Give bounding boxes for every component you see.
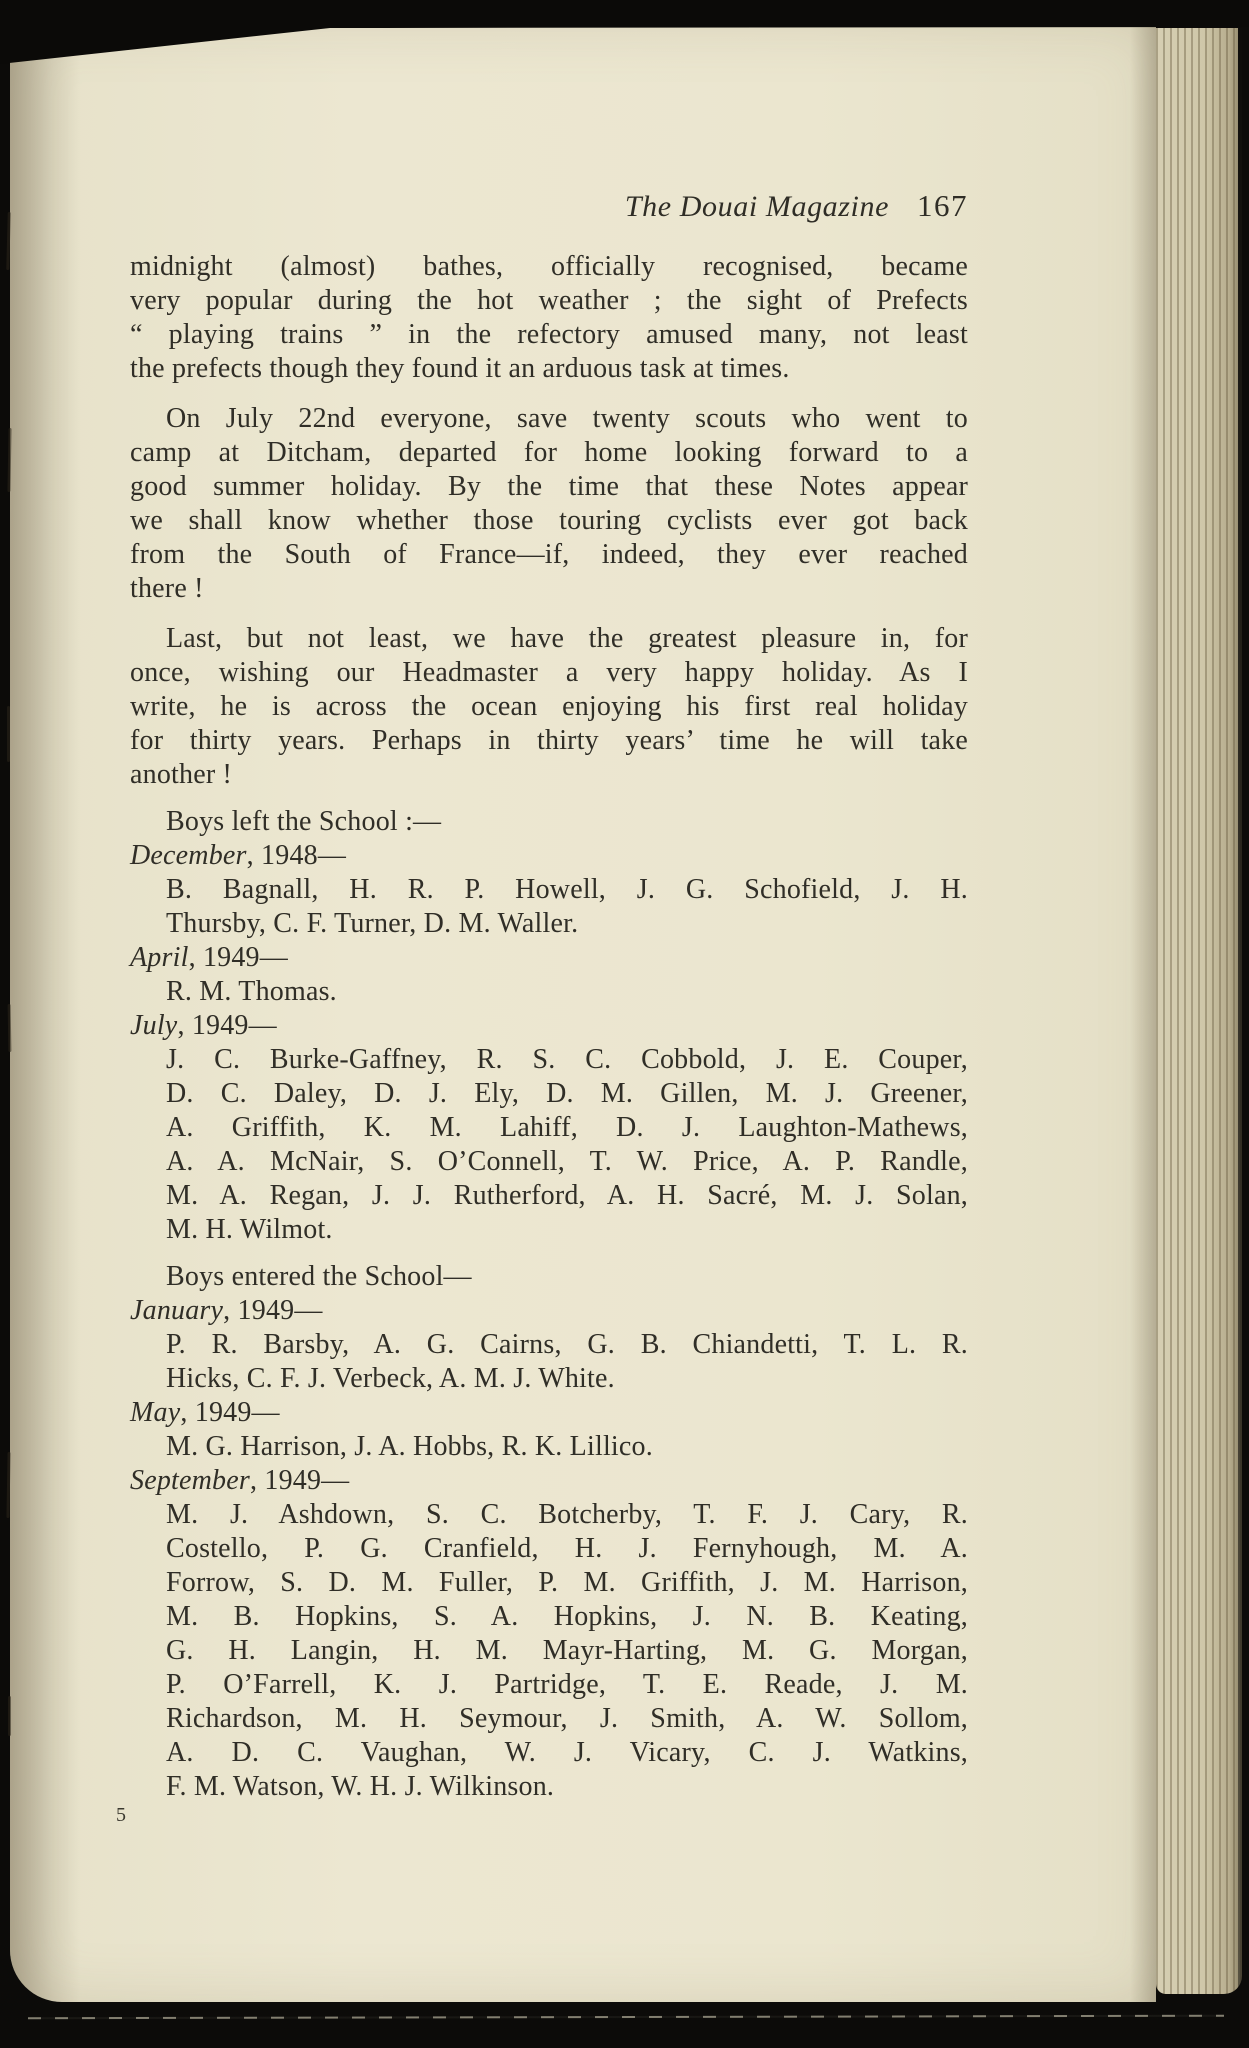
binding-artifact bbox=[8, 1696, 11, 1736]
name-list-line: Costello, P. G. Cranfield, H. J. Fernyhough, M. A. bbox=[166, 1533, 968, 1564]
name-list-line: M. J. Ashdown, S. C. Botcherby, T. F. J. Cary, R. bbox=[166, 1499, 968, 1530]
date-rest: , 1949— bbox=[249, 1465, 350, 1496]
paragraph-line: good summer holiday. By the time that these Notes appear bbox=[130, 471, 968, 502]
month-label: September bbox=[130, 1465, 250, 1496]
name-list-line: G. H. Langin, H. M. Mayr-Harting, M. G. Morgan, bbox=[166, 1635, 968, 1666]
name-list-line: Richardson, M. H. Seymour, J. Smith, A. W. Sollom, bbox=[166, 1703, 968, 1734]
page-fore-edge bbox=[1156, 28, 1242, 1994]
section-heading: Boys entered the School— bbox=[166, 1261, 472, 1292]
name-list-line: R. M. Thomas. bbox=[166, 976, 337, 1007]
paragraph-line: Last, but not least, we have the greatest pleasure in, for bbox=[166, 623, 968, 654]
name-list-line: J. C. Burke-Gaffney, R. S. C. Cobbold, J. E. Couper, bbox=[166, 1044, 968, 1075]
name-list-line: Hicks, C. F. J. Verbeck, A. M. J. White. bbox=[166, 1363, 615, 1394]
date-rest: , 1949— bbox=[180, 1397, 280, 1428]
name-list-line: M. B. Hopkins, S. A. Hopkins, J. N. B. Keating, bbox=[166, 1601, 968, 1632]
scan-right-shadow bbox=[1238, 0, 1249, 2048]
name-list bbox=[130, 975, 968, 1009]
paragraph bbox=[130, 402, 968, 606]
paragraph bbox=[130, 622, 968, 792]
running-head bbox=[130, 188, 968, 224]
paragraph-line: there ! bbox=[130, 573, 204, 604]
paragraph-line: write, he is across the ocean enjoying his first real holiday bbox=[130, 691, 968, 722]
name-list-line: Forrow, S. D. M. Fuller, P. M. Griffith, J. M. Harrison, bbox=[166, 1567, 968, 1598]
name-list-line: A. D. C. Vaughan, W. J. Vicary, C. J. Watkins, bbox=[166, 1737, 968, 1768]
date-line bbox=[130, 941, 968, 975]
name-list bbox=[130, 1043, 968, 1247]
name-list-line: P. O’Farrell, K. J. Partridge, T. E. Reade, J. M. bbox=[166, 1669, 968, 1700]
date-rest: , 1949— bbox=[177, 1010, 277, 1041]
date-line bbox=[130, 1009, 968, 1043]
name-list-line: B. Bagnall, H. R. P. Howell, J. G. Schofield, J. H. bbox=[166, 874, 968, 905]
name-list-line: M. A. Regan, J. J. Rutherford, A. H. Sacré, M. J. Solan, bbox=[166, 1180, 968, 1211]
date-line bbox=[130, 1396, 968, 1430]
date-rest: , 1949— bbox=[223, 1295, 323, 1326]
signature-mark: 5 bbox=[116, 1804, 127, 1826]
date-rest: , 1948— bbox=[246, 840, 347, 871]
name-list-line: A. A. McNair, S. O’Connell, T. W. Price, A. P. Randle, bbox=[166, 1146, 968, 1177]
date-line bbox=[130, 1464, 968, 1498]
bottom-page-edge-highlight bbox=[28, 2015, 1224, 2020]
paragraph-line: we shall know whether those touring cyclists ever got back bbox=[130, 505, 968, 536]
paragraph-line: the prefects though they found it an arduous task at times. bbox=[130, 353, 790, 384]
binding-artifact bbox=[7, 706, 10, 762]
name-list-line: P. R. Barsby, A. G. Cairns, G. B. Chiandetti, T. L. R. bbox=[166, 1329, 968, 1360]
name-list-line: M. G. Harrison, J. A. Hobbs, R. K. Lillico. bbox=[166, 1431, 653, 1462]
date-line bbox=[130, 839, 968, 873]
name-list-line: D. C. Daley, D. J. Ely, D. M. Gillen, M. J. Greener, bbox=[166, 1078, 968, 1109]
date-rest: , 1949— bbox=[188, 942, 288, 973]
page-number: 167 bbox=[917, 188, 968, 223]
name-list bbox=[130, 1328, 968, 1396]
name-list-line: Thursby, C. F. Turner, D. M. Waller. bbox=[166, 908, 579, 939]
paragraph-line: once, wishing our Headmaster a very happy holiday. As I bbox=[130, 657, 968, 688]
paragraph-line: camp at Ditcham, departed for home looking forward to a bbox=[130, 437, 968, 468]
date-line bbox=[130, 1294, 968, 1328]
paragraph bbox=[130, 250, 968, 386]
paragraph-line: from the South of France—if, indeed, they ever reached bbox=[130, 539, 968, 570]
paragraph-line: very popular during the hot weather ; the sight of Prefects bbox=[130, 285, 968, 316]
name-list-line: M. H. Wilmot. bbox=[166, 1214, 333, 1245]
month-label: December bbox=[130, 840, 247, 871]
month-label: January bbox=[130, 1295, 224, 1326]
paragraph-line: On July 22nd everyone, save twenty scouts who went to bbox=[166, 403, 968, 434]
paragraph-line: midnight (almost) bathes, officially recognised, became bbox=[130, 251, 968, 282]
month-label: July bbox=[130, 1010, 178, 1041]
name-list bbox=[130, 873, 968, 941]
paragraph-line: another ! bbox=[130, 759, 233, 790]
section-heading: Boys left the School :— bbox=[166, 806, 442, 837]
name-list-line: F. M. Watson, W. H. J. Wilkinson. bbox=[166, 1771, 555, 1802]
journal-title: The Douai Magazine bbox=[624, 190, 889, 223]
paragraph-line: “ playing trains ” in the refectory amused many, not least bbox=[130, 319, 968, 350]
name-list bbox=[130, 1430, 968, 1464]
page-text-column bbox=[130, 250, 968, 1804]
name-list-line: A. Griffith, K. M. Lahiff, D. J. Laughton-Mathews, bbox=[166, 1112, 968, 1143]
month-label: April bbox=[130, 942, 189, 973]
paragraph-line: for thirty years. Perhaps in thirty years’ time he will take bbox=[130, 725, 968, 756]
name-list bbox=[130, 1498, 968, 1804]
month-label: May bbox=[130, 1397, 181, 1428]
